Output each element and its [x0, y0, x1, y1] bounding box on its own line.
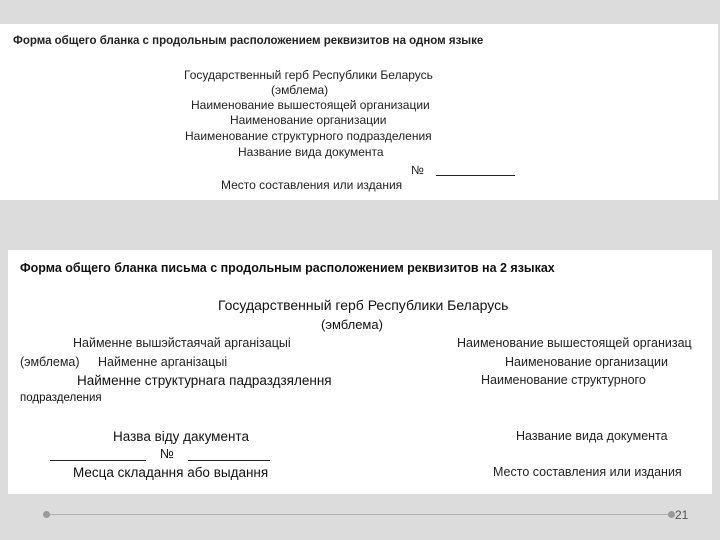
- emblem-paren: (эмблема): [321, 317, 383, 332]
- unit-line: Наименование структурного подразделения: [185, 129, 432, 143]
- place-line: Место составления или издания: [221, 178, 403, 192]
- by-place: Месца складання або выдання: [73, 465, 269, 480]
- number-sign: №: [160, 446, 174, 461]
- by-higher-org: Найменне вышэйстаячай арганізацыі: [73, 336, 291, 350]
- number-sign: №: [411, 163, 424, 177]
- footer-rule: [50, 514, 668, 515]
- emblem-line: Государственный герб Республики Беларусь: [184, 68, 433, 82]
- date-blank-line: [50, 460, 146, 461]
- ru-higher-org: Наименование вышестоящей организац: [457, 336, 692, 350]
- footer-right-dot: [668, 511, 675, 518]
- doc-type-line: Название вида документа: [238, 145, 384, 159]
- footer-left-dot: [43, 511, 50, 518]
- single-language-form-panel: [0, 24, 718, 200]
- by-org: Найменне арганізацыі: [98, 355, 228, 369]
- form-title: Форма общего бланка письма с продольным расположением реквизитов на 2 языках: [20, 261, 555, 275]
- emblem-paren: (эмблема): [271, 83, 329, 97]
- emblem-small: (эмблема): [20, 355, 80, 369]
- emblem-line: Государственный герб Республики Беларусь: [218, 297, 509, 313]
- unit-continuation: подразделения: [20, 392, 102, 404]
- ru-unit: Наименование структурного: [481, 373, 646, 387]
- bilingual-letter-form-panel: [8, 250, 712, 494]
- number-blank-line: [188, 460, 270, 461]
- ru-org: Наименование организации: [505, 355, 668, 369]
- page-number: 21: [675, 508, 689, 522]
- org-line: Наименование организации: [230, 113, 387, 127]
- ru-place: Место составления или издания: [493, 465, 682, 479]
- ru-doc-type: Название вида документа: [516, 429, 668, 443]
- number-blank-line: [436, 175, 515, 176]
- form-title: Форма общего бланка с продольным расположением реквизитов на одном языке: [13, 35, 484, 47]
- higher-org-line: Наименование вышестоящей организации: [191, 98, 430, 112]
- by-unit: Найменне структурнага падраздзялення: [77, 373, 332, 388]
- by-doc-type: Назва віду дакумента: [113, 429, 249, 444]
